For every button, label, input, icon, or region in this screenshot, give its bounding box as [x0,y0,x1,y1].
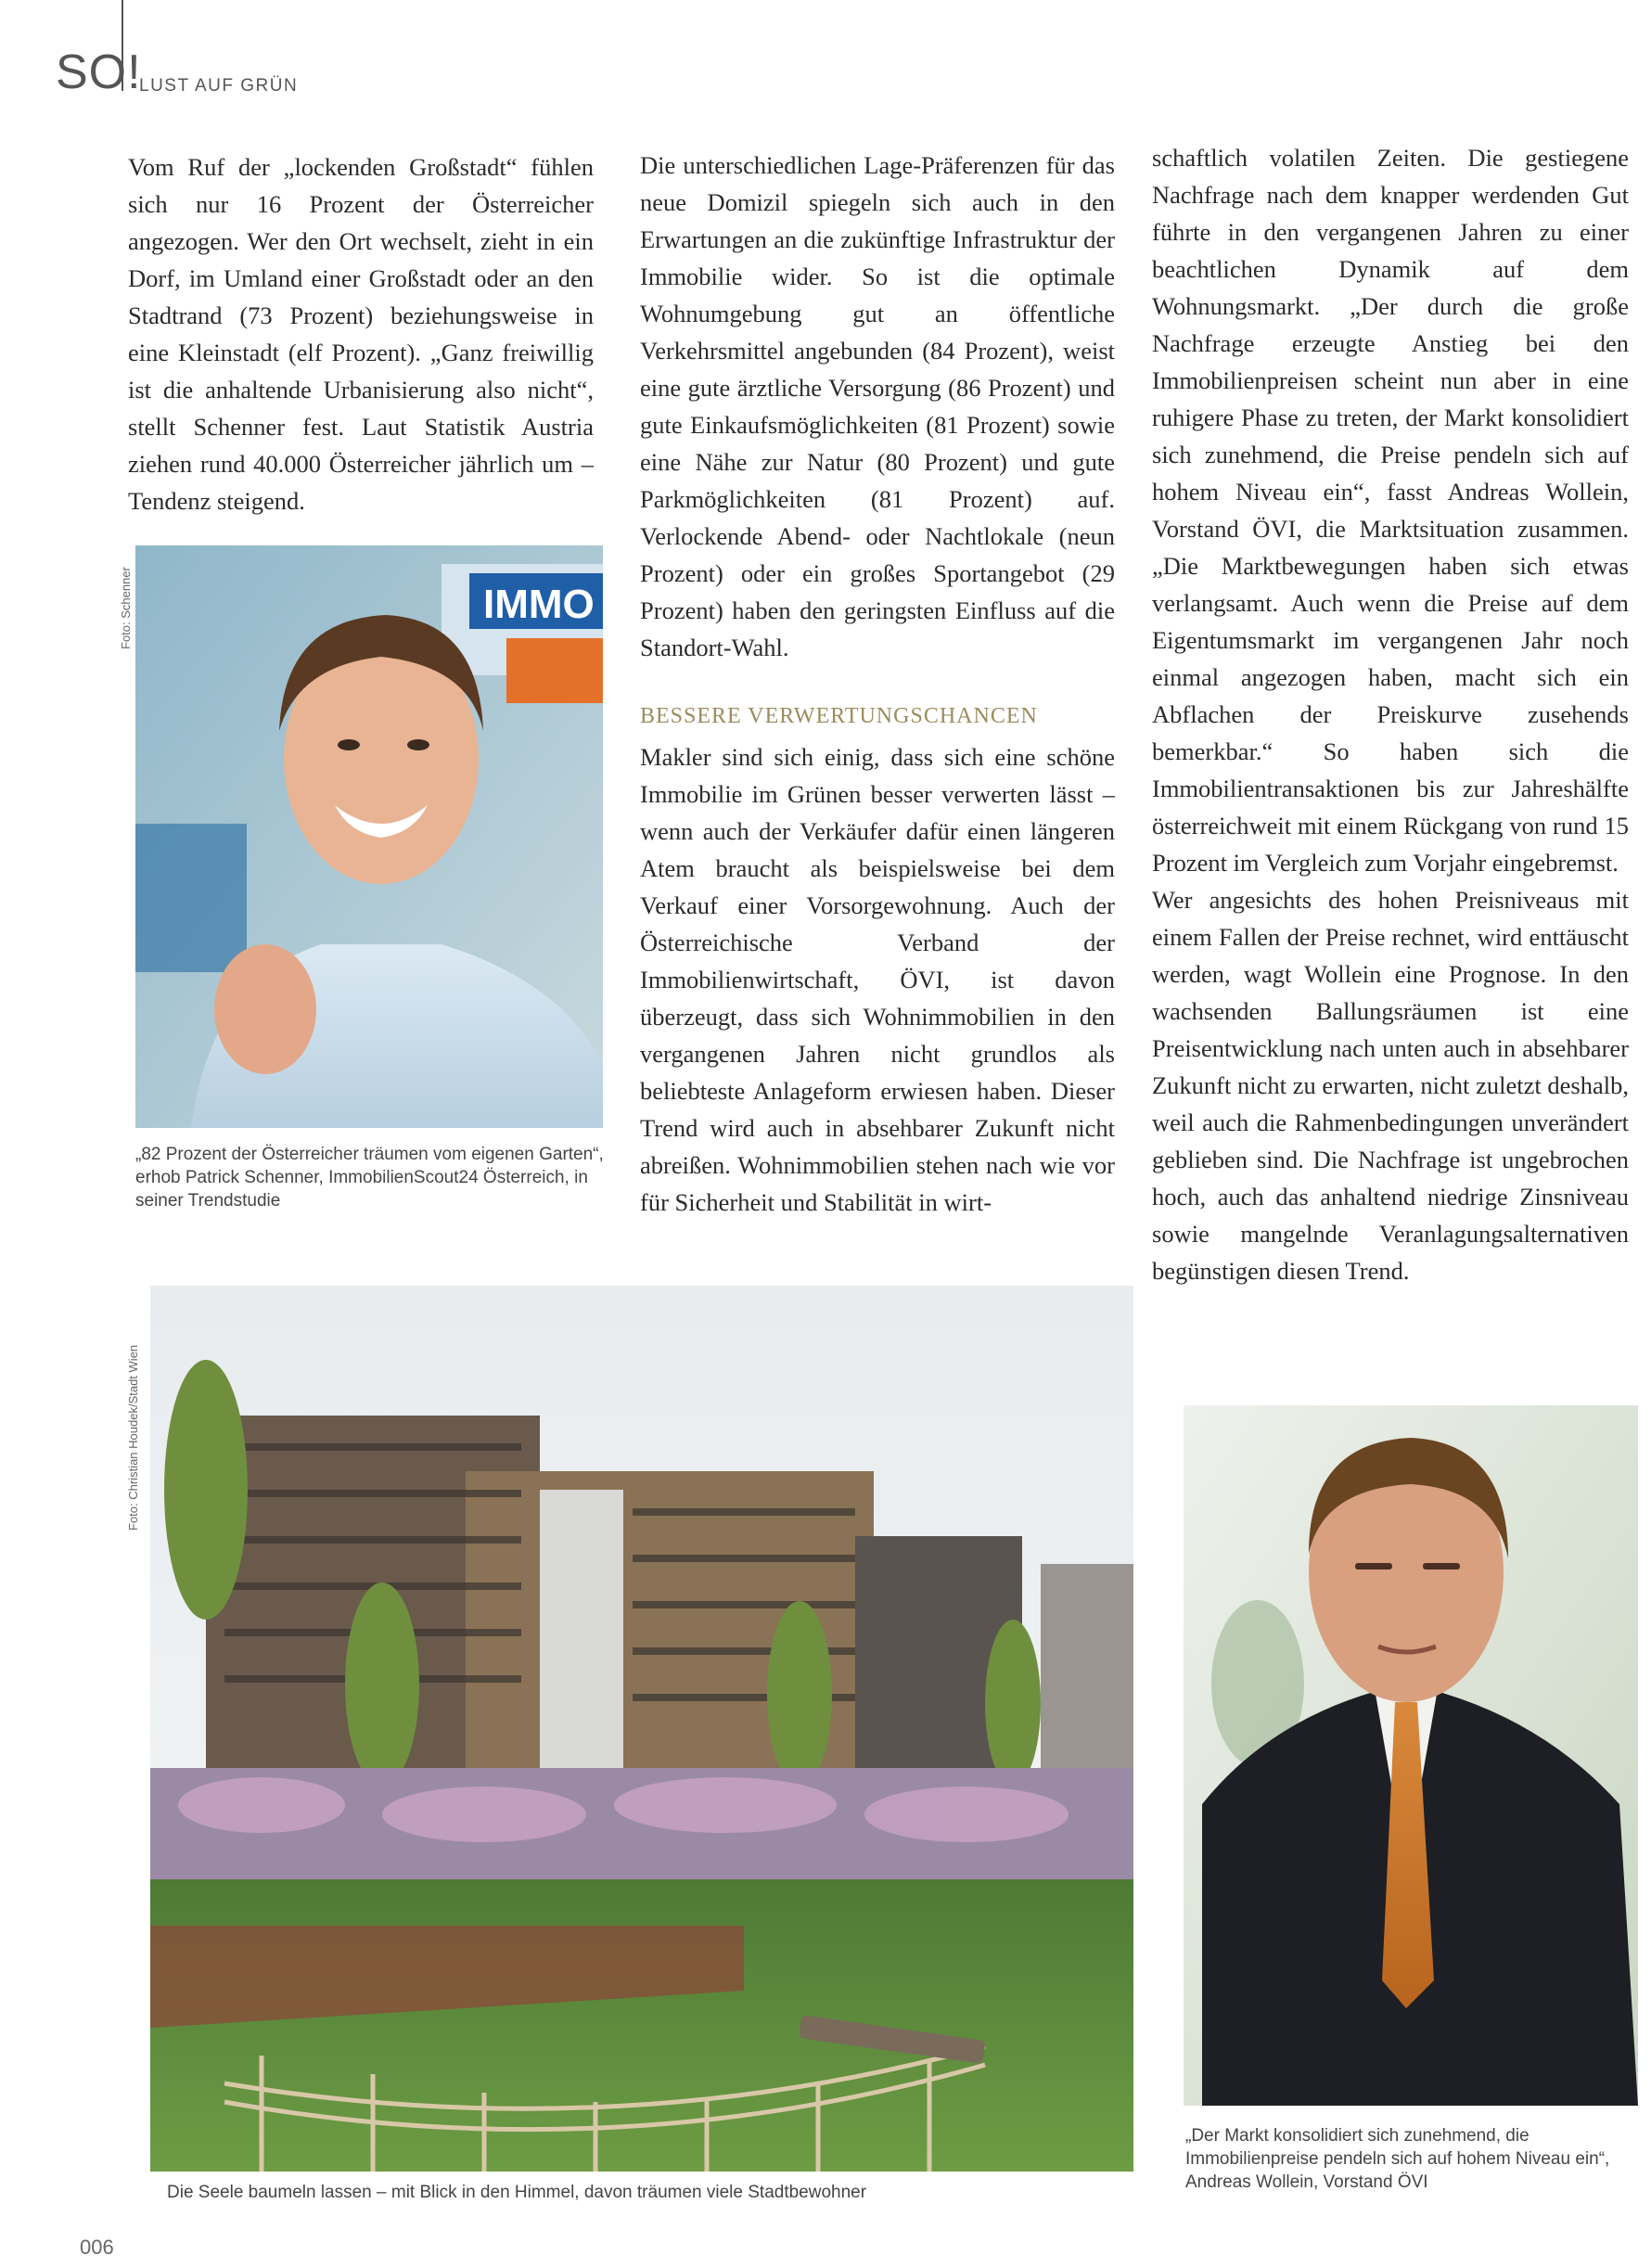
text-column-3 [1152,139,1629,1289]
paragraph: Die unterschiedlichen Lage-Präferenzen für das neue Domizil spiegeln sich auch in den Erwartungen an die zukünftige Infrastruktur der Immobilie wider. So ist die optimale Wohnumgebung gut an öffentliche Verkehrsmittel angebunden (84 Prozent), weist eine gute ärztliche Versorgung (86 Prozent) und gute Einkaufsmöglichkeiten (81 Prozent) sowie eine Nähe zur Natur (80 Prozent) und gute Parkmöglichkeiten (81 Prozent) auf. Verlockende Abend- oder Nachtlokale (neun Prozent) oder ein großes Sportangebot (29 Prozent) haben den geringsten Einfluss auf die Standort-Wahl. [640,151,1115,661]
magazine-logo: SO! [56,45,142,99]
photo-credit: Foto: Christian Houdek/Stadt Wien [126,1344,140,1531]
subheading: BESSERE VERWERTUNGSCHANCEN [640,704,1038,728]
portrait-photo-schenner [135,545,603,1128]
page-number: 006 [80,2236,114,2259]
text-column-2 [640,147,1115,1221]
portrait-image [1184,1405,1638,2106]
text-column-1 [128,148,594,519]
section-title: LUST AUF GRÜN [139,76,299,96]
paragraph: schaftlich volatilen Zeiten. Die gestiegene Nachfrage nach dem knapper werdenden Gut führte in den vergangenen Jahren zu einer beachtlichen Dynamik auf dem Wohnungsmarkt. „Der durch die große Nachfrage erzeugte Anstieg bei den Immobilienpreisen scheint nun aber in eine ruhigere Phase zu treten, der Markt konsolidiert sich zunehmend, die Preise pendeln sich auf hohem Niveau ein“, fasst Andreas Wollein, Vorstand ÖVI, die Marktsituation zusammen. „Die Marktbewegungen haben sich etwas verlangsamt. Auch wenn die Preise auf dem Eigentumsmarkt im vergangenen Jahr noch einmal angezogen haben, macht sich ein Abflachen der Preiskurve zusehends bemerkbar.“ So haben sich die Immobilientransaktionen bis zur Jahreshälfte österreichweit mit einem Rückgang von rund 15 Prozent im Vergleich zum Vorjahr eingebremst. [1152,144,1629,877]
paragraph: Vom Ruf der „lockenden Großstadt“ fühlen sich nur 16 Prozent der Österreicher angezogen. Wer den Ort wechselt, zieht in ein Dorf, im Umland einer Großstadt oder an den Stadtrand (73 Prozent) beziehungsweise in eine Kleinstadt (elf Prozent). „Ganz freiwillig ist die anhaltende Urbanisierung also nicht“, stellt Schenner fest. Laut Statistik Austria ziehen rund 40.000 Österreicher jährlich um – Tendenz steigend. [128,153,594,515]
city-image [150,1286,1133,2172]
portrait-image [135,545,603,1128]
photo-caption: „Der Markt konsolidiert sich zunehmend, die Immobilienpreise pendeln sich auf hohem Niveau ein“, Andreas Wollein, Vorstand ÖVI [1185,2126,1610,2192]
paragraph: Wer angesichts des hohen Preisniveaus mit einem Fallen der Preise rechnet, wird enttäuscht werden, wagt Wollein eine Prognose. In den wachsenden Ballungsräumen ist eine Preisentwicklung nach unten auch in absehbarer Zukunft nicht zu erwarten, nicht zuletzt deshalb, weil auch die Rahmenbedingungen unverändert geblieben sind. Die Nachfrage ist ungebrochen hoch, auch das anhaltend niedrige Zinsniveau sowie mangelnde Veranlagungsalternativen begünstigen diesen Trend. [1152,886,1629,1285]
sign-text: IMMO [483,582,595,627]
photo-caption: „82 Prozent der Österreicher träumen vom eigenen Garten“, erhob Patrick Schenner, ImmobilienScout24 Österreich, in seiner Trendstudie [135,1145,604,1211]
photo-credit: Foto: Schenner [119,567,133,649]
portrait-photo-wollein [1184,1405,1638,2106]
city-buildings-photo [150,1286,1133,2172]
paragraph: Makler sind sich einig, dass sich eine schöne Immobilie im Grünen besser verwerten lässt – wenn auch der Verkäufer dafür einen längeren Atem braucht als beispielsweise bei dem Verkauf einer Vorsorgewohnung. Auch der Österreichische Verband der Immobilienwirtschaft, ÖVI, ist davon überzeugt, dass sich Wohnimmobilien in den vergangenen Jahren nicht grundlos als beliebteste Anlageform erwiesen haben. Dieser Trend wird auch in absehbarer Zukunft nicht abreißen. Wohnimmobilien stehen nach wie vor für Sicherheit und Stabilität in wirt- [640,743,1115,1216]
photo-caption: Die Seele baumeln lassen – mit Blick in den Himmel, davon träumen viele Stadtbewohner [167,2183,867,2202]
